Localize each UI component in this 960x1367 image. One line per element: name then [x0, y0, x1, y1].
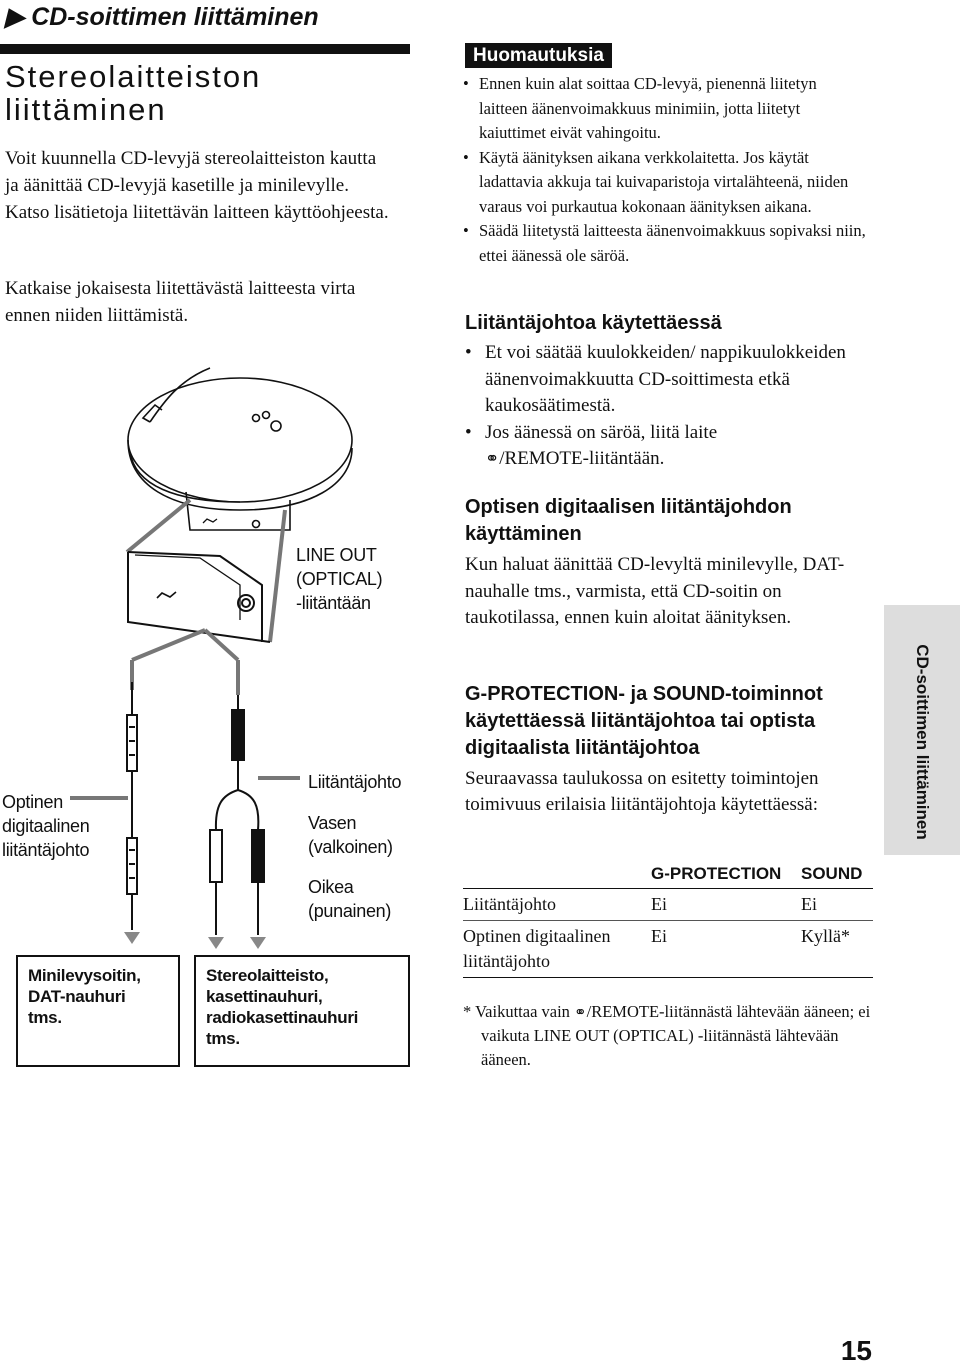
gprot-text: Seuraavassa taulukossa on esitetty toimintojen toimivuus erilaisia liitäntäjohtoja käytettäessä: — [465, 768, 819, 815]
minidisc-box: Minilevysoitin, DAT-nauhuri tms. — [16, 955, 180, 1067]
line-out-label: LINE OUT (OPTICAL) -liitäntään — [296, 545, 383, 613]
left-channel-label: Vasen (valkoinen) — [308, 813, 393, 857]
right-channel-label: Oikea (punainen) — [308, 877, 392, 921]
list-item: • Et voi säätää kuulokkeiden/ nappikuulokkeiden äänenvoimakkuutta CD-soittimesta etkä kaukosäätimestä. — [465, 340, 865, 420]
optical-cable-label: Optinen digitaalinen liitäntäjohto — [2, 792, 90, 860]
col-sound: SOUND — [801, 864, 863, 883]
cable-heading: Liitäntäjohtoa käytettäessä — [465, 312, 722, 334]
table-row: Optinen digitaalinen liitäntäjohto Ei Kyllä* — [463, 921, 873, 978]
list-item: • Käytä äänityksen aikana verkkolaitetta. Jos käytät ladattavia akkuja tai kuivaparistoja virtalähteenä, niiden varaus voi purkautua kokonaan äänityksen aikana. — [463, 146, 868, 220]
footnote: * Vaikuttaa vain ⚭/REMOTE-liitännästä lähtevään ääneen; ei vaikuta LINE OUT (OPTICAL) -liitännästä lähtevään ääneen. — [463, 1002, 871, 1069]
cable-bullets — [465, 340, 865, 473]
cable-label: Liitäntäjohto — [308, 772, 402, 792]
col-gprotection: G-PROTECTION — [651, 864, 782, 883]
power-note: Katkaise jokaisesta liitettävästä laitteesta virta ennen niiden liittämistä. — [5, 278, 356, 326]
notes-list — [463, 72, 868, 268]
page-title: Stereolaitteiston liittäminen — [5, 59, 262, 127]
function-table — [463, 860, 873, 978]
section-header — [5, 2, 319, 32]
side-tab-label: CD-soittimen liittäminen — [913, 644, 932, 840]
table-row: Liitäntäjohto Ei Ei — [463, 889, 873, 921]
list-item: • Jos äänessä on säröä, liitä laite ⚭/REMOTE-liitäntään. — [465, 420, 865, 473]
page-number: 15 — [840, 1335, 872, 1366]
header-rule — [0, 44, 410, 54]
optical-text: Kun haluat äänittää CD-levyltä minilevylle, DAT-nauhalle tms., varmista, että CD-soitin on taukotilassa, ennen kuin aloitat äänityksen. — [465, 554, 845, 628]
stereo-box: Stereolaitteisto, kasettinauhuri, radiokasettinauhuri tms. — [194, 955, 410, 1067]
headphones-icon: ⚭ — [485, 449, 500, 469]
section-header-text: CD-soittimen liittäminen — [31, 3, 319, 31]
optical-heading: Optisen digitaalisen liitäntäjohdon käyttäminen — [465, 496, 792, 545]
headphones-icon: ⚭ — [574, 1003, 587, 1021]
gprot-heading: G-PROTECTION- ja SOUND-toiminnot käytettäessä liitäntäjohtoa tai optista digitaalista liitäntäjohtoa — [465, 683, 823, 759]
list-item: • Säädä liitetystä laitteesta äänenvoimakkuus sopivaksi niin, ettei äänessä ole säröä. — [463, 219, 868, 268]
triangle-marker-icon: ▶ — [5, 3, 25, 31]
list-item: • Ennen kuin alat soittaa CD-levyä, pienennä liitetyn laitteen äänenvoimakkuus minimiin, jotta liitetyt kaiuttimet eivät vahingoitu. — [463, 72, 868, 146]
notes-title: Huomautuksia — [465, 43, 612, 68]
intro-paragraph: Voit kuunnella CD-levyjä stereolaitteiston kautta ja äänittää CD-levyjä kasetille ja minilevylle. Katso lisätietoja liitettävän laitteen käyttöohjeesta. — [5, 148, 389, 223]
